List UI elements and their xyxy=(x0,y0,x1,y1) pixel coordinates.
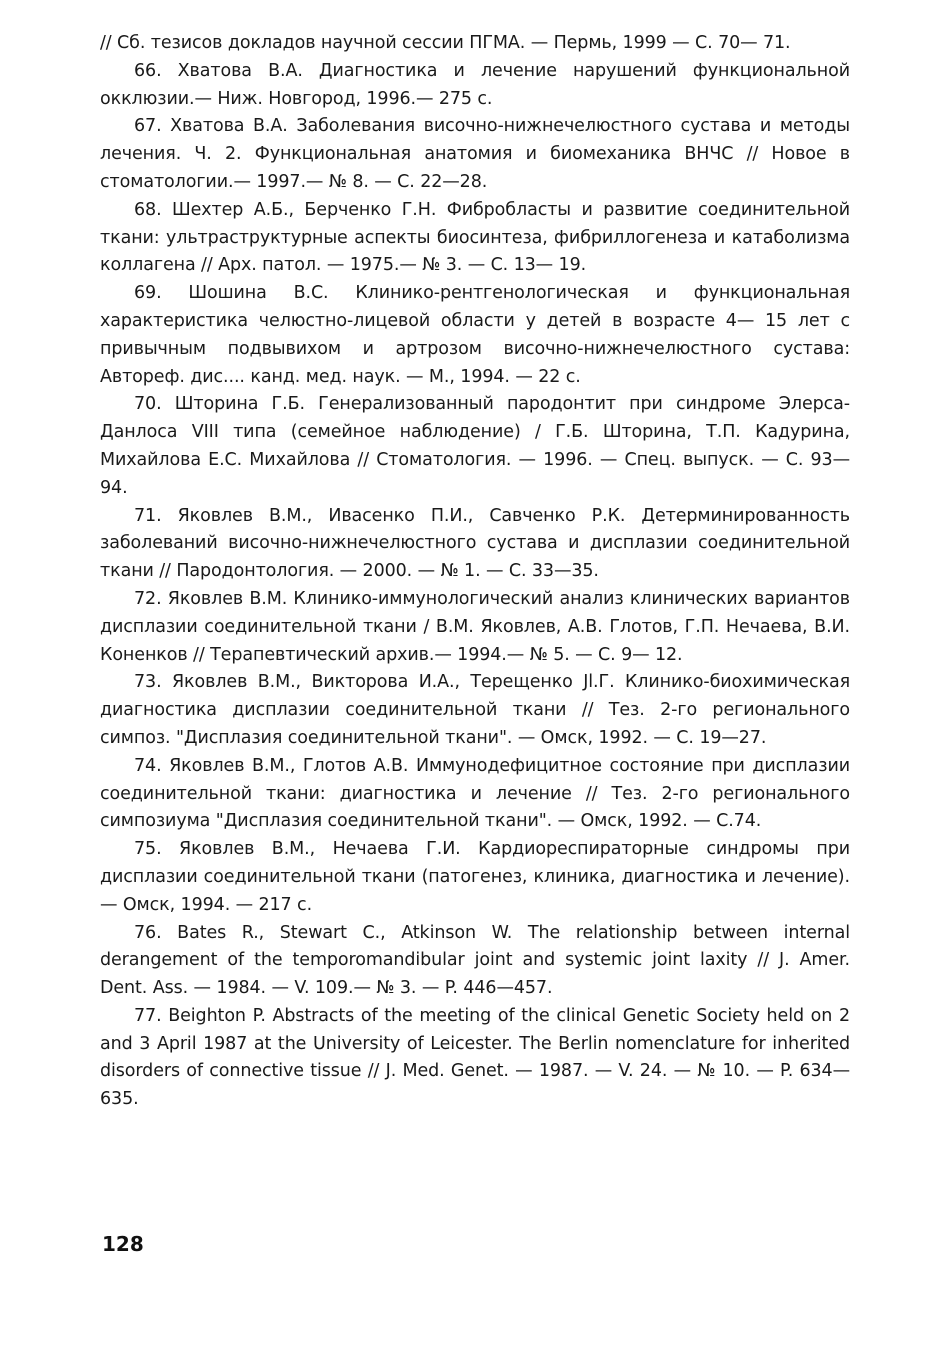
reference-68: 68. Шехтер А.Б., Берченко Г.Н. Фибробласты и развитие соединительной ткани: ультраструктурные аспекты биосинтеза, фибриллогенеза и катаболизма коллагена // Арх. патол. — 1975.— № 3. — С. 13— 19. xyxy=(100,199,850,276)
reference-77: 77. Beighton P. Abstracts of the meeting of the clinical Genetic Society held on 2 and 3 April 1987 at the University of Leicester. The Berlin nomenclature for inherited disorders of connective tissue // J. Med. Genet. — 1987. — V. 24. — № 10. — P. 634—635. xyxy=(100,1005,850,1110)
reference-72: 72. Яковлев В.М. Клинико-иммунологический анализ клинических вариантов дисплазии соединительной ткани / В.М. Яковлев, А.В. Глотов, Г.П. Нечаева, В.И. Коненков // Терапевтический архив.— 1994.— № 5. — С. 9— 12. xyxy=(100,588,850,665)
reference-75: 75. Яковлев В.М., Нечаева Г.И. Кардиореспираторные синдромы при дисплазии соединительной ткани (патогенез, клиника, диагностика и лечение). — Омск, 1994. — 217 с. xyxy=(100,839,850,915)
reference-67: 67. Хватова В.А. Заболевания височно-нижнечелюстного сустава и методы лечения. Ч. 2. Функциональная анатомия и биомеханика ВНЧС // Новое в стоматологии.— 1997.— № 8. — С. 22—28. xyxy=(100,116,850,192)
reference-66: 66. Хватова В.А. Диагностика и лечение нарушений функциональной окклюзии.— Ниж. Новгород, 1996.— 275 с. xyxy=(100,60,850,109)
reference-74: 74. Яковлев В.М., Глотов А.В. Иммунодефицитное состояние при дисплазии соединительной ткани: диагностика и лечение // Тез. 2-го регионального симпозиума "Дисплазия соединительной ткани". — Омск, 1992. — С.74. xyxy=(100,755,850,832)
reference-71: 71. Яковлев В.М., Ивасенко П.И., Савченко Р.К. Детерминированность заболеваний височно-нижнечелюстного сустава и дисплазии соединительной ткани // Пародонтология. — 2000. — № 1. — С. 33—35. xyxy=(100,505,850,582)
reference-continuation: // Сб. тезисов докладов научной сессии ПГМА. — Пермь, 1999 — С. 70— 71. xyxy=(100,33,791,53)
page-number: 128 xyxy=(102,1232,144,1256)
reference-list xyxy=(100,30,850,1114)
reference-73: 73. Яковлев В.М., Викторова И.А., Терещенко Jl.Г. Клинико-биохимическая диагностика дисплазии соединительной ткани // Тез. 2-го регионального симпоз. "Дисплазия соединительной ткани". — Омск, 1992. — С. 19—27. xyxy=(100,672,850,748)
reference-69: 69. Шошина В.С. Клинико-рентгенологическая и функциональная характеристика челюстно-лицевой области у детей в возрасте 4— 15 лет с привычным подвывихом и артрозом височно-нижнечелюстного сустава: Автореф. дис.... канд. мед. наук. — М., 1994. — 22 с. xyxy=(100,283,850,387)
reference-76: 76. Bates R., Stewart C., Atkinson W. The relationship between internal derangement of the temporomandibular joint and systemic joint laxity // J. Amer. Dent. Ass. — 1984. — V. 109.— № 3. — P. 446—457. xyxy=(100,922,850,999)
reference-70: 70. Шторина Г.Б. Генерализованный пародонтит при синдроме Элерса-Данлоса VIII типа (семейное наблюдение) / Г.Б. Шторина, Т.П. Кадурина, Михайлова Е.С. Михайлова // Стоматология. — 1996. — Спец. выпуск. — С. 93—94. xyxy=(100,394,850,498)
